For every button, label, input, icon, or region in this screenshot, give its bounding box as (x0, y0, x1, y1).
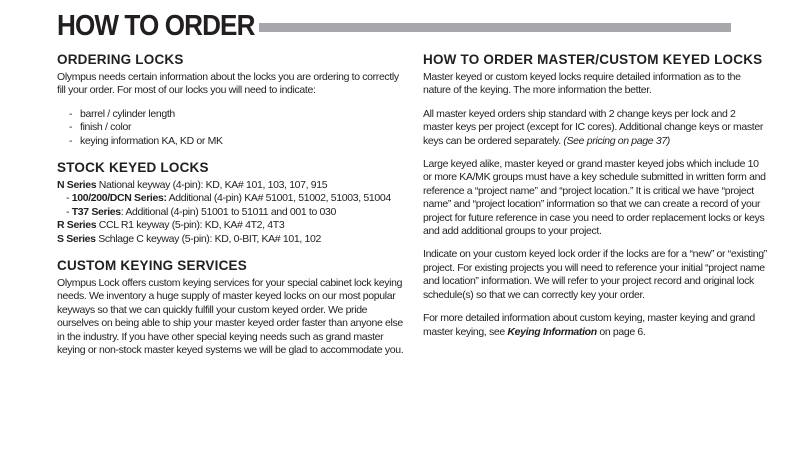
series-name: T37 Series (71, 205, 121, 218)
series-line (57, 192, 409, 205)
section-heading: STOCK KEYED LOCKS (57, 160, 209, 176)
paragraph-text: For more detailed information about custom keying, master keying and grand master keying, see (423, 312, 755, 338)
series-line (57, 219, 409, 232)
content-columns (57, 52, 767, 370)
paragraph (423, 312, 767, 339)
series-details: Additional (4-pin) KA# 51001, 51002, 51003, 51004 (166, 192, 391, 205)
title-accent-bar (259, 23, 731, 32)
section-heading: CUSTOM KEYING SERVICES (57, 258, 247, 274)
list-item: - finish / color (57, 121, 409, 134)
section-ordering-locks (57, 52, 409, 148)
section-heading: HOW TO ORDER MASTER/CUSTOM KEYED LOCKS (423, 52, 763, 67)
section-custom-keying-services (57, 258, 409, 357)
left-column (57, 52, 409, 370)
series-name: 100/200/DCN Series: (71, 192, 167, 205)
series-name: N Series (57, 179, 97, 192)
paragraph: Master keyed or custom keyed locks require detailed information as to the nature of the keying. The more information the better. (423, 71, 741, 97)
pricing-note: (See pricing on page 37) (563, 134, 670, 147)
series-details: National keyway (4-pin): KD, KA# 101, 103, 107, 915 (96, 179, 328, 192)
series-details: Schlage C keyway (5-pin): KD, 0-BIT, KA# 101, 102 (95, 232, 321, 245)
paragraph-text: All master keyed orders ship standard with 2 change keys per lock and 2 master keys per project (except for IC cores). Additional change keys or master keys can be ordered separately. (423, 107, 764, 147)
paragraph: Olympus needs certain information about the locks you are ordering to correctly fill your order. For most of our locks you will need to indicate: (57, 71, 399, 97)
series-name: S Series (57, 232, 96, 245)
section-master-custom-keyed (423, 52, 767, 339)
paragraph: Olympus Lock offers custom keying services for your special cabinet lock keying needs. We inventory a huge supply of master keyed locks on our most popular keyways so that we can quickly fulfill your custom keyed order. We pride ourselves on being able to ship your master keyed order faster than anyone else in the industry. If you have other special keying needs such as grand master keying or non-stock master keyed systems we will be glad to accommodate you. (57, 277, 404, 357)
series-line (57, 206, 409, 219)
right-column (423, 52, 767, 370)
paragraph: Indicate on your custom keyed lock order if the locks are for a “new” or “existing” project. For existing projects you will need to reference your initial “project name and location” information. We will refer to your project record and original lock schedule(s) so that we can correctly key your order. (423, 248, 767, 301)
list-item: - barrel / cylinder length (57, 108, 409, 121)
bullet-list (57, 108, 409, 148)
series-name: R Series (57, 219, 97, 232)
dash: - (66, 192, 72, 205)
keying-information-reference: Keying Information (507, 325, 597, 338)
paragraph (423, 108, 767, 148)
list-item: - keying information KA, KD or MK (57, 135, 409, 148)
paragraph: Large keyed alike, master keyed or grand master keyed jobs which include 10 or more KA/MK groups must have a key schedule submitted in written form and reference a “project name” and “project location.” It is critical we have “project name” and “project location” information so that we can create a record of your project for future reference in case you need to order replacement locks or keys and add additional groups to your project. (423, 158, 766, 238)
series-line (57, 233, 409, 246)
paragraph-text: on page 6. (596, 325, 646, 338)
series-details: CCL R1 keyway (5-pin): KD, KA# 4T2, 4T3 (96, 219, 285, 232)
section-stock-keyed-locks (57, 160, 409, 246)
series-details: : Additional (4-pin) 51001 to 51011 and 001 to 030 (120, 205, 337, 218)
section-heading: ORDERING LOCKS (57, 52, 184, 67)
page-title: HOW TO ORDER (57, 9, 255, 42)
dash: - (66, 205, 72, 218)
page-header (57, 10, 767, 42)
series-line (57, 179, 409, 192)
